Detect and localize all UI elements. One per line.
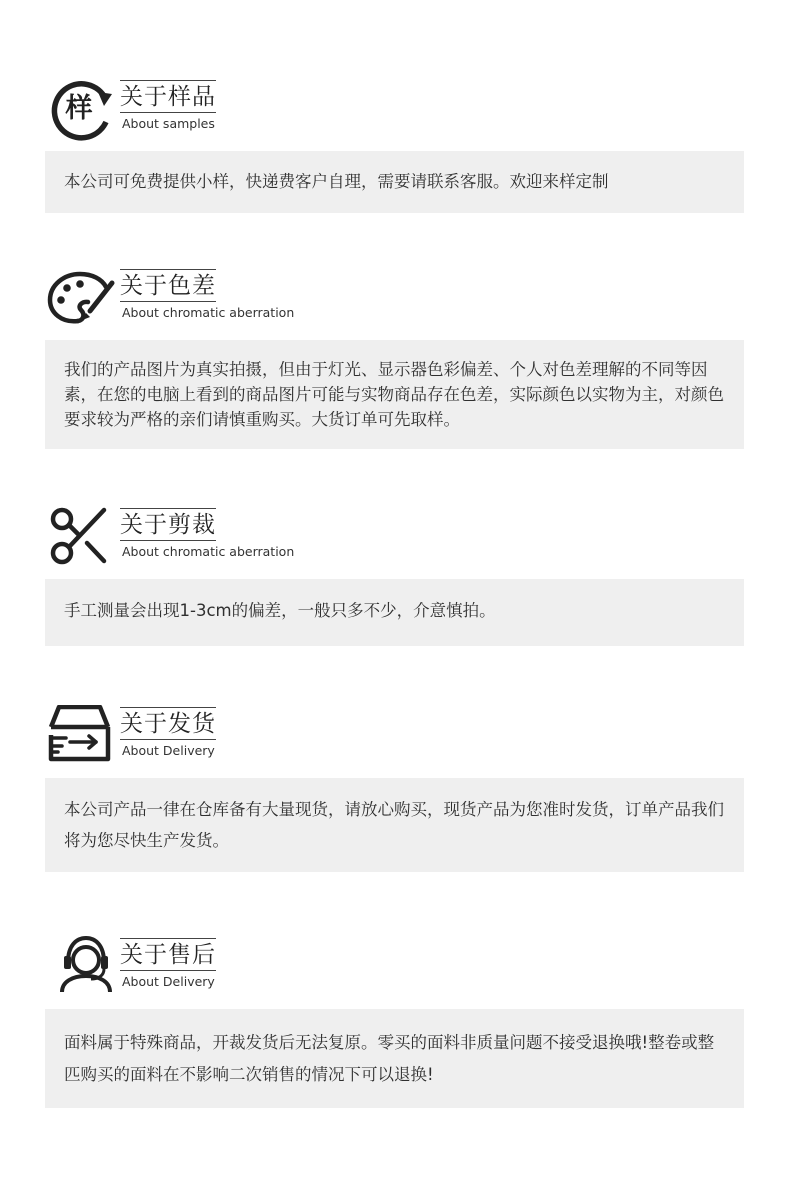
section-subtitle: About samples	[122, 116, 215, 131]
info-text: 本公司产品一律在仓库备有大量现货，请放心购买，现货产品为您准时发货，订单产品我们将为您尽快生产发货。	[64, 800, 724, 850]
section-header	[46, 78, 446, 150]
delivery-box-icon	[46, 705, 116, 771]
scissors-icon	[46, 506, 116, 572]
sample-char: 样	[65, 93, 93, 124]
title-rule	[120, 301, 216, 302]
section-header	[46, 267, 446, 339]
section-header	[46, 705, 446, 777]
info-box	[45, 340, 744, 449]
section-title: 关于样品	[120, 84, 216, 110]
section-subtitle: About Delivery	[122, 743, 215, 758]
section-title: 关于发货	[120, 711, 216, 737]
section-title: 关于色差	[120, 273, 216, 299]
headset-support-icon	[46, 936, 116, 1002]
section-subtitle: About chromatic aberration	[122, 305, 295, 320]
section-title: 关于售后	[120, 942, 216, 968]
info-text: 本公司可免费提供小样，快递费客户自理，需要请联系客服。欢迎来样定制	[64, 172, 609, 191]
info-box	[45, 1009, 744, 1108]
section-header	[46, 936, 446, 1008]
section-header	[46, 506, 446, 578]
section-subtitle: About chromatic aberration	[122, 544, 295, 559]
palette-brush-icon	[46, 267, 116, 333]
title-rule	[120, 970, 216, 971]
info-box	[45, 778, 744, 872]
info-box	[45, 151, 744, 213]
section-subtitle: About Delivery	[122, 974, 215, 989]
title-rule	[120, 540, 216, 541]
sample-circle-arrow-icon	[46, 78, 116, 144]
info-text: 手工测量会出现1-3cm的偏差，一般只多不少，介意慎拍。	[64, 601, 496, 620]
info-text: 面料属于特殊商品，开裁发货后无法复原。零买的面料非质量问题不接受退换哦!整卷或整匹购买的面料在不影响二次销售的情况下可以退换!	[64, 1033, 715, 1084]
info-box	[45, 579, 744, 646]
section-title: 关于剪裁	[120, 512, 216, 538]
title-rule	[120, 112, 216, 113]
info-text: 我们的产品图片为真实拍摄，但由于灯光、显示器色彩偏差、个人对色差理解的不同等因素，在您的电脑上看到的商品图片可能与实物商品存在色差，实际颜色以实物为主，对颜色要求较为严格的亲们请慎重购买。大货订单可先取样。	[64, 360, 724, 429]
title-rule	[120, 739, 216, 740]
